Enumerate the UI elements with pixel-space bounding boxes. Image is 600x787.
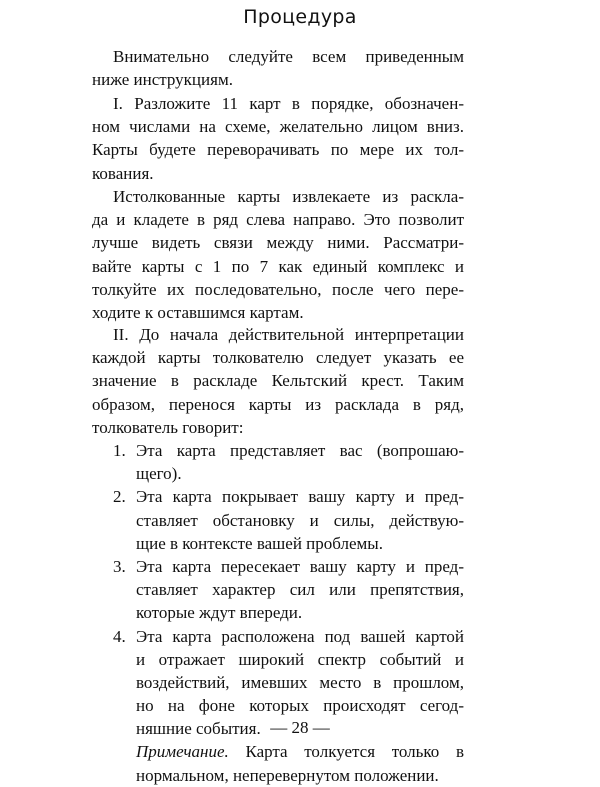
text-line: воздействий, имевших место в прошлом,	[136, 672, 464, 692]
list-item	[92, 485, 464, 508]
text-line: значение в раскладе Кельтский крест. Таким	[92, 371, 464, 391]
text-line: I. Разложите 11 карт в порядке, обозначен-	[113, 94, 464, 113]
list-item	[92, 439, 464, 462]
text-line: которые ждут впереди.	[136, 603, 303, 623]
text-line-wrap	[92, 578, 464, 601]
text-line-wrap	[92, 694, 464, 717]
list-item-number: 3.	[113, 556, 126, 576]
list-item-number: 1.	[113, 441, 126, 460]
text-line: Карты будете переворачивать по мере их тол-	[92, 140, 464, 160]
text-line: Истолкованные карты извлекаете из раскла-	[113, 187, 464, 206]
note-label: Примечание.	[136, 742, 229, 762]
text-line: ставляет характер сил или препятствия,	[136, 580, 464, 600]
text-line: Эта карта расположена под вашей картой	[136, 626, 464, 646]
list-item	[92, 625, 464, 648]
text-line: Эта карта пересекает вашу карту и пред-	[136, 556, 464, 576]
text-line-wrap	[92, 509, 464, 532]
text-line-wrap	[92, 648, 464, 671]
text-line: няшние события.	[136, 719, 261, 739]
list-item	[92, 555, 464, 578]
text-line: Эта карта покрывает вашу карту и пред-	[136, 487, 464, 507]
text-line: но на фоне которых происходят сегод-	[136, 696, 464, 716]
text-line: толкуйте их последовательно, после чего пере-	[92, 279, 464, 299]
step-two-paragraph	[92, 323, 464, 439]
note-text: Карта толкуется только в	[245, 742, 464, 762]
text-line: каждой карты толкователю следует указать ее	[92, 348, 464, 368]
note-wrap	[136, 740, 464, 763]
text-line-wrap	[92, 671, 464, 694]
text-line: толкователь говорит:	[92, 417, 244, 437]
text-line: Внимательно следуйте всем приведенным	[113, 47, 464, 66]
text-line: ходите к оставшимся картам.	[92, 302, 304, 322]
text-line: ниже инструкциям.	[92, 70, 233, 90]
text-line: вайте карты с 1 по 7 как единый комплекс и	[92, 256, 464, 276]
text-line: образом, перенося карты из расклада в ряд,	[92, 394, 464, 414]
intro-paragraph	[92, 45, 464, 91]
step-one-continued-paragraph	[92, 185, 464, 324]
list-item-number: 4.	[113, 626, 126, 646]
page-title: Процедура	[243, 6, 357, 28]
list-item-number: 2.	[113, 487, 126, 507]
text-line: кования.	[92, 163, 154, 183]
text-line: щие в контексте вашей проблемы.	[136, 533, 383, 553]
page-number: — 28 —	[270, 718, 330, 737]
text-line: да и кладете в ряд слева направо. Это позволит	[92, 210, 464, 230]
text-line: II. До начала действительной интерпретации	[113, 325, 464, 344]
text-line: и отражает широкий спектр событий и	[136, 649, 464, 669]
text-line: ном числами на схеме, желательно лицом вниз.	[92, 117, 464, 137]
note-line	[92, 740, 464, 763]
text-line: Эта карта представляет вас (вопрошаю-	[136, 441, 464, 460]
text-line: ставляет обстановку и силы, действую-	[136, 510, 464, 530]
text-line: лучше видеть связи между ними. Рассматри-	[92, 233, 464, 253]
step-one-paragraph	[92, 92, 464, 185]
text-line: нормальном, неперевернутом положении.	[136, 765, 439, 785]
text-line: щего).	[136, 464, 182, 484]
